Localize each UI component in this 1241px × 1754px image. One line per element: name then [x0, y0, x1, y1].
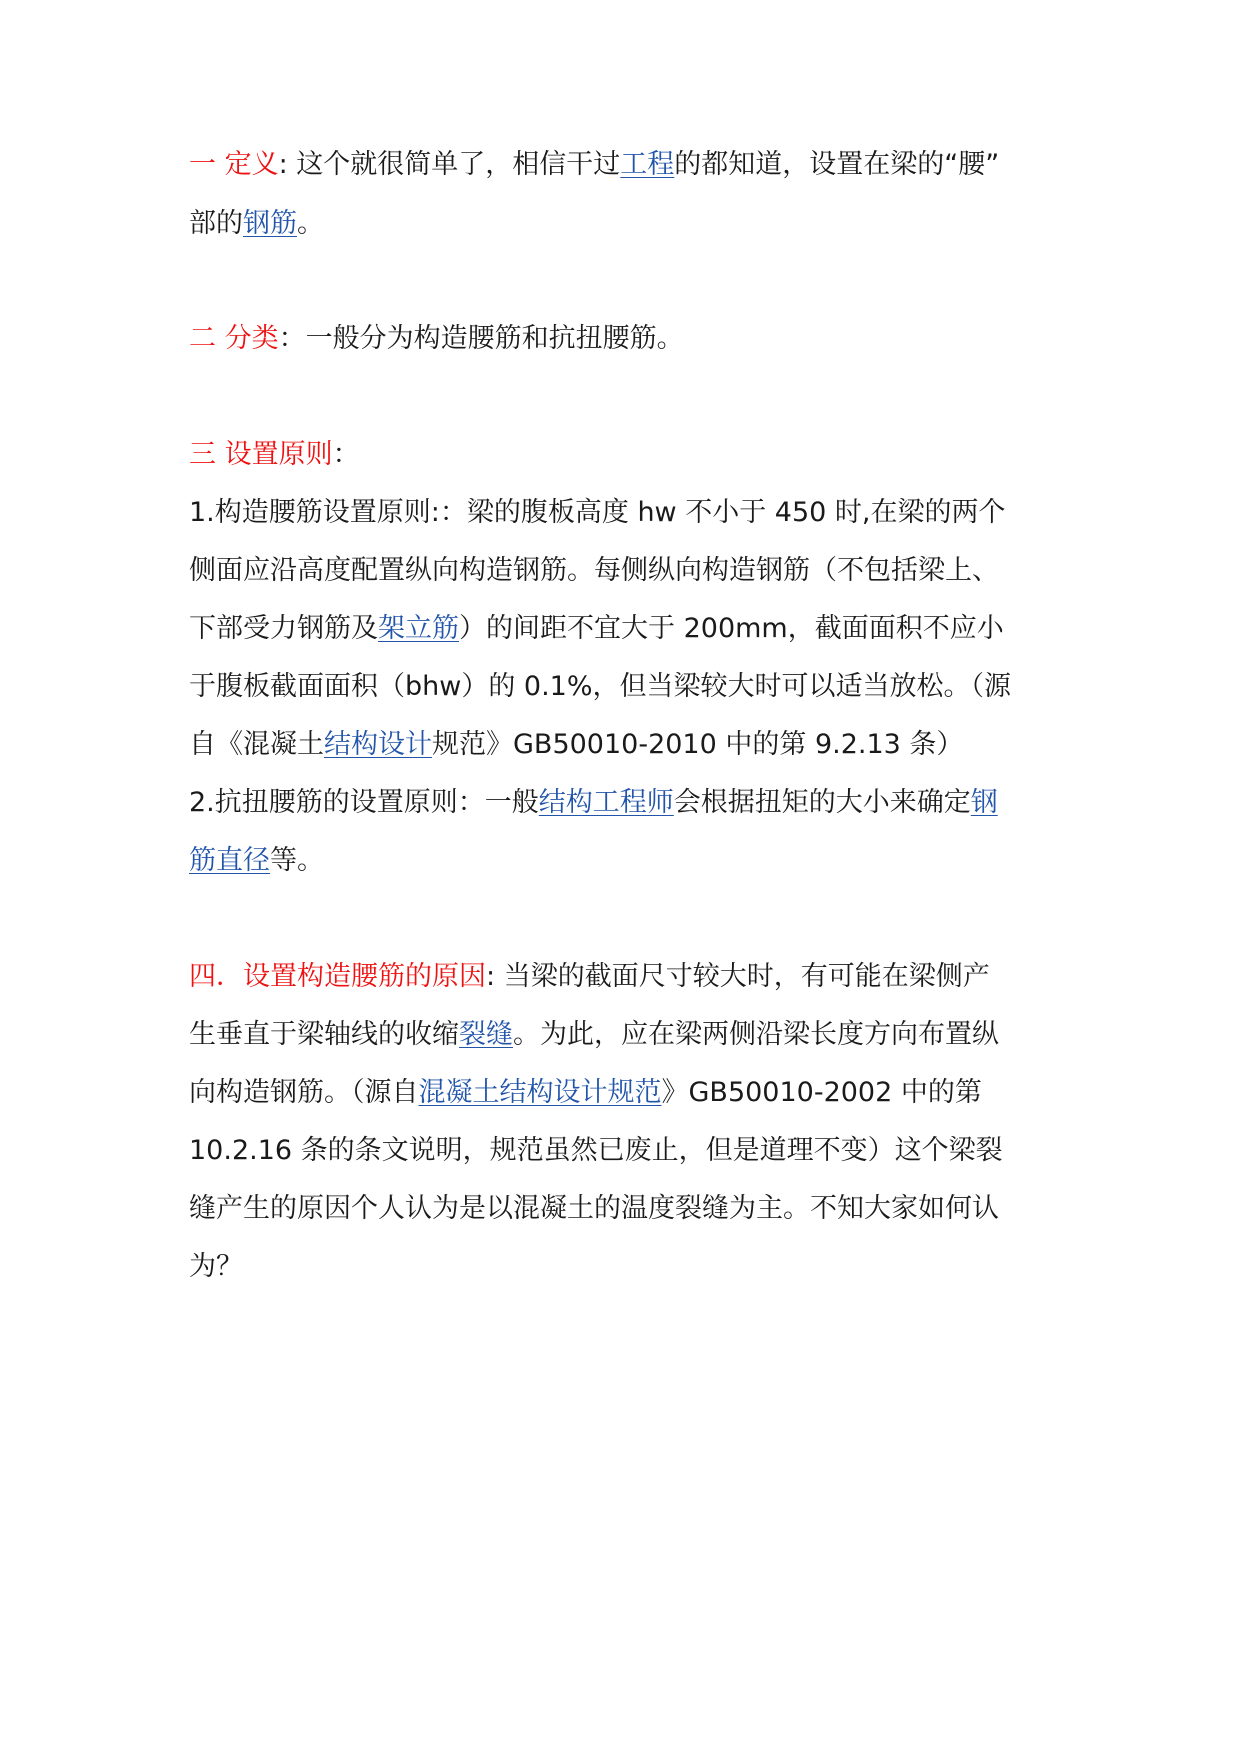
section-principle-heading [189, 435, 1089, 475]
text-segment: 自《混凝土 [189, 729, 324, 760]
text-segment: ：一般分为构造腰筋和抗扭腰筋。 [278, 323, 684, 354]
section-definition-line-2 [189, 204, 1089, 244]
text-segment: 会根据扭矩的大小来确定 [673, 787, 971, 818]
principle-p2-line-2 [189, 841, 1089, 881]
heading-classification: 二 分类 [189, 323, 279, 354]
link-jialijin[interactable]: 架立筋 [378, 613, 459, 644]
text-segment: 规范》GB50010-2010 中的第 9.2.13 条） [432, 729, 964, 760]
text-segment: ）的间距不宜大于 200mm，截面面积不应小 [459, 613, 1004, 644]
principle-p2-line-1 [189, 783, 1089, 823]
section-reason-line-3 [189, 1073, 1089, 1113]
heading-reason: 四．设置构造腰筋的原因 [189, 961, 486, 992]
text-segment: 缝产生的原因个人认为是以混凝土的温度裂缝为主。不知大家如何认 [189, 1193, 999, 1224]
section-reason-line-5 [189, 1189, 1089, 1229]
text-segment: 》GB50010-2002 中的第 [661, 1077, 982, 1108]
section-classification-line [189, 319, 1089, 359]
section-reason-line-6 [189, 1247, 1089, 1287]
text-segment: 的都知道，设置在梁的“腰” [674, 149, 1000, 180]
text-segment: 为？ [189, 1251, 243, 1282]
heading-definition: 一 定义 [189, 149, 279, 180]
text-segment: 向构造钢筋。（源自 [189, 1077, 419, 1108]
link-hunningtu-guifan[interactable]: 混凝土结构设计规范 [418, 1077, 662, 1108]
principle-p1-line-5 [189, 725, 1089, 765]
text-segment: 1.构造腰筋设置原则:：梁的腹板高度 hw 不小于 450 时,在梁的两个 [189, 497, 1006, 528]
text-segment: 当梁的截面尺寸较大时，有可能在梁侧产 [495, 961, 990, 992]
link-gongcheng[interactable]: 工程 [620, 149, 675, 180]
principle-p1-line-4 [189, 667, 1089, 707]
principle-p1-line-2 [189, 551, 1089, 591]
heading-colon: : [486, 961, 496, 992]
text-segment: 。 [297, 208, 324, 239]
link-jiegousheji[interactable]: 结构设计 [324, 729, 432, 760]
link-gangjinzhijing-part2[interactable]: 筋直径 [189, 845, 270, 876]
section-reason-line-1 [189, 957, 1089, 997]
link-gangjin[interactable]: 钢筋 [243, 208, 297, 239]
text-segment: 10.2.16 条的条文说明，规范虽然已废止，但是道理不变）这个梁裂 [189, 1135, 1003, 1166]
text-segment: 2.抗扭腰筋的设置原则：一般 [189, 787, 539, 818]
text-segment: 这个就很简单了，相信干过 [287, 149, 621, 180]
section-reason-line-4 [189, 1131, 1089, 1171]
heading-principle: 三 设置原则 [189, 439, 333, 470]
text-segment: 下部受力钢筋及 [189, 613, 378, 644]
text-segment: 等。 [270, 845, 324, 876]
principle-p1-line-1 [189, 493, 1089, 533]
text-segment: 。为此，应在梁两侧沿梁长度方向布置纵 [513, 1019, 999, 1050]
link-liefeng[interactable]: 裂缝 [459, 1019, 513, 1050]
section-definition-line-1 [189, 145, 1089, 185]
heading-colon: : [278, 149, 288, 180]
section-reason-line-2 [189, 1015, 1089, 1055]
text-segment: 侧面应沿高度配置纵向构造钢筋。每侧纵向构造钢筋（不包括梁上、 [189, 555, 999, 586]
link-jiegougongchengshi[interactable]: 结构工程师 [538, 787, 674, 818]
link-gangjinzhijing-part1[interactable]: 钢 [970, 787, 998, 818]
text-segment: 于腹板截面面积（bhw）的 0.1%，但当梁较大时可以适当放松。（源 [189, 671, 1012, 702]
principle-p1-line-3 [189, 609, 1089, 649]
text-segment: 生垂直于梁轴线的收缩 [189, 1019, 459, 1050]
heading-colon: ： [332, 439, 360, 470]
text-segment: 部的 [189, 208, 243, 239]
